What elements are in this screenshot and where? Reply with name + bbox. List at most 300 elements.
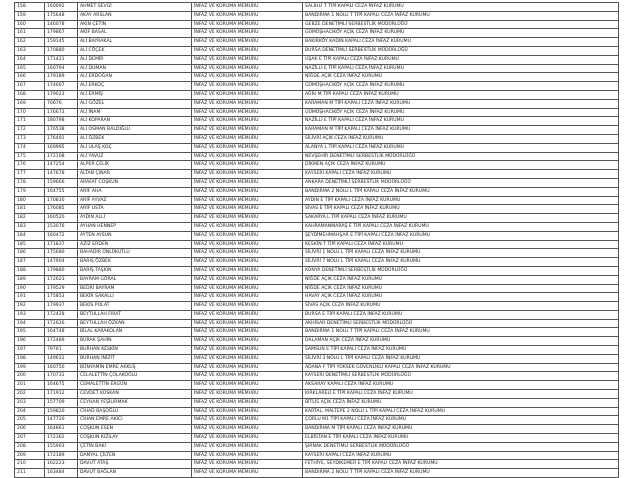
job-title-cell: İNFAZ VE KORUMA MEMURU [192, 231, 303, 240]
sicil-number-cell: 175648 [45, 11, 78, 20]
table-row [15, 310, 619, 319]
person-name-cell: ALİ İNAM [78, 108, 192, 117]
sicil-number-cell: 172626 [45, 319, 78, 328]
person-name-cell: BARIŞ TAŞKIN [78, 266, 192, 275]
row-number-cell: 209 [15, 451, 45, 460]
sicil-number-cell: 180798 [45, 117, 78, 126]
institution-cell: AKHİSAR DENETİMLİ SERBESTLİK MÜDÜRLÜĞÜ [303, 319, 619, 328]
job-title-cell: İNFAZ VE KORUMA MEMURU [192, 143, 303, 152]
table-row [15, 117, 619, 126]
sicil-number-cell: 163484 [45, 469, 78, 478]
job-title-cell: İNFAZ VE KORUMA MEMURU [192, 29, 303, 38]
person-name-cell: ALİ ERDOĞAN [78, 73, 192, 82]
institution-cell: BAKIRKÖY KADIN KAPALI CEZA İNFAZ KURUMU [303, 38, 619, 47]
institution-cell: KARAMAN M TİPİ KAPALI CEZA İNFAZ KURUMU [303, 126, 619, 135]
row-number-cell: 205 [15, 416, 45, 425]
sicil-number-cell: 149631 [45, 354, 78, 363]
person-name-cell: ARİF USTA [78, 205, 192, 214]
person-name-cell: BEKİS POLAT [78, 302, 192, 311]
institution-cell: NAZİLLİ E TİPİ KAPALI CEZA İNFAZ KURUMU [303, 64, 619, 73]
table-row [15, 249, 619, 258]
sicil-number-cell: 147904 [45, 258, 78, 267]
table-row [15, 178, 619, 187]
institution-cell: BURSA E TİPİ KAPALI CEZA İNFAZ KURUMU [303, 310, 619, 319]
table-row [15, 214, 619, 223]
sicil-number-cell: 79761 [45, 346, 78, 355]
table-row [15, 258, 619, 267]
job-title-cell: İNFAZ VE KORUMA MEMURU [192, 284, 303, 293]
table-row [15, 266, 619, 275]
job-title-cell: İNFAZ VE KORUMA MEMURU [192, 99, 303, 108]
job-title-cell: İNFAZ VE KORUMA MEMURU [192, 240, 303, 249]
row-number-cell: 173 [15, 134, 45, 143]
sicil-number-cell: 159820 [45, 407, 78, 416]
job-title-cell: İNFAZ VE KORUMA MEMURU [192, 258, 303, 267]
institution-cell: SAKARYA L TİPİ KAPALI CEZA İNFAZ KURUMU [303, 214, 619, 223]
job-title-cell: İNFAZ VE KORUMA MEMURU [192, 451, 303, 460]
sicil-number-cell: 147720 [45, 416, 78, 425]
table-row [15, 460, 619, 469]
table-row [15, 143, 619, 152]
row-number-cell: 164 [15, 55, 45, 64]
table-row [15, 3, 619, 12]
row-number-cell: 191 [15, 293, 45, 302]
person-name-cell: AKIN ÇETİN [78, 20, 192, 29]
person-name-cell: BEYTULLAH FIRAT [78, 310, 192, 319]
table-row [15, 451, 619, 460]
institution-cell: KAYSERİ KAPALI CEZA İNFAZ KURUMU [303, 451, 619, 460]
person-name-cell: AYTEN AYSUN [78, 231, 192, 240]
table-row [15, 302, 619, 311]
row-number-cell: 181 [15, 205, 45, 214]
sicil-number-cell: 160472 [45, 231, 78, 240]
person-name-cell: BEYTULLAH ÖZKAN [78, 319, 192, 328]
row-number-cell: 188 [15, 266, 45, 275]
job-title-cell: İNFAZ VE KORUMA MEMURU [192, 64, 303, 73]
table-body [15, 3, 619, 478]
row-number-cell: 186 [15, 249, 45, 258]
person-name-cell: AYDIN ALLİ [78, 214, 192, 223]
person-name-cell: AKAY ARSLAN [78, 11, 192, 20]
job-title-cell: İNFAZ VE KORUMA MEMURU [192, 196, 303, 205]
person-name-cell: ALİ ÖZBEK [78, 134, 192, 143]
table-row [15, 390, 619, 399]
job-title-cell: İNFAZ VE KORUMA MEMURU [192, 126, 303, 135]
table-row [15, 46, 619, 55]
row-number-cell: 197 [15, 346, 45, 355]
sicil-number-cell: 170731 [45, 372, 78, 381]
person-name-cell: CİHAD BAŞOĞLU [78, 407, 192, 416]
table-row [15, 319, 619, 328]
institution-cell: DALAMAN AÇIK CEZA İNFAZ KURUMU [303, 337, 619, 346]
table-row [15, 222, 619, 231]
job-title-cell: İNFAZ VE KORUMA MEMURU [192, 354, 303, 363]
person-name-cell: BÜNYAMİN EMRE AKKUŞ [78, 363, 192, 372]
institution-cell: KIRKLARELİ E TİPİ KAPALI CEZA İNFAZ KURUMU [303, 390, 619, 399]
job-title-cell: İNFAZ VE KORUMA MEMURU [192, 346, 303, 355]
table-row [15, 328, 619, 337]
institution-cell: BANDIRMA 2 NOLU L TİPİ KAPALI CEZA İNFAZ KURUMU [303, 187, 619, 196]
job-title-cell: İNFAZ VE KORUMA MEMURU [192, 222, 303, 231]
sicil-number-cell: 176085 [45, 205, 78, 214]
table-row [15, 425, 619, 434]
job-title-cell: İNFAZ VE KORUMA MEMURU [192, 319, 303, 328]
job-title-cell: İNFAZ VE KORUMA MEMURU [192, 390, 303, 399]
job-title-cell: İNFAZ VE KORUMA MEMURU [192, 82, 303, 91]
job-title-cell: İNFAZ VE KORUMA MEMURU [192, 266, 303, 275]
table-row [15, 126, 619, 135]
table-row [15, 240, 619, 249]
sicil-number-cell: 175680 [45, 249, 78, 258]
sicil-number-cell: 172108 [45, 152, 78, 161]
person-name-cell: DAVUT ATAŞ [78, 460, 192, 469]
row-number-cell: 183 [15, 222, 45, 231]
institution-cell: AKSARAY KAPALI CEZA İNFAZ KURUMU [303, 381, 619, 390]
institution-cell: SİLİVRİ AÇIK CEZA İNFAZ KURUMU [303, 134, 619, 143]
sicil-number-cell: 172362 [45, 434, 78, 443]
person-name-cell: BİLAL KARAKOLAN [78, 328, 192, 337]
row-number-cell: 171 [15, 117, 45, 126]
job-title-cell: İNFAZ VE KORUMA MEMURU [192, 187, 303, 196]
person-name-cell: AZİZ ERDEN [78, 240, 192, 249]
row-number-cell: 193 [15, 310, 45, 319]
job-title-cell: İNFAZ VE KORUMA MEMURU [192, 3, 303, 12]
person-name-cell: ALİ DUMAN [78, 64, 192, 73]
institution-cell: NİĞDE AÇIK CEZA İNFAZ KURUMU [303, 275, 619, 284]
institution-cell: SİLİVRİ 7 NOLU L TİPİ KAPALI CEZA İNFAZ KURUMU [303, 258, 619, 267]
sicil-number-cell: 170880 [45, 46, 78, 55]
row-number-cell: 169 [15, 99, 45, 108]
table-row [15, 134, 619, 143]
institution-cell: SİVAS E TİPİ KAPALI CEZA İNFAZ KURUMU [303, 205, 619, 214]
table-row [15, 407, 619, 416]
sicil-number-cell: 179189 [45, 73, 78, 82]
job-title-cell: İNFAZ VE KORUMA MEMURU [192, 249, 303, 258]
sicil-number-cell: 155903 [45, 442, 78, 451]
institution-cell: ALANYA L TİPİ KAPALI CEZA İNFAZ KURUMU [303, 143, 619, 152]
table-row [15, 170, 619, 179]
sicil-number-cell: 153076 [45, 222, 78, 231]
job-title-cell: İNFAZ VE KORUMA MEMURU [192, 442, 303, 451]
institution-cell: SİLİVRİ 3 NOLU L TİPİ KAPALI CEZA İNFAZ KURUMU [303, 354, 619, 363]
institution-cell: BANDIRMA 1 NOLU T TİPİ KAPALI CEZA İNFAZ KURUMU [303, 328, 619, 337]
row-number-cell: 201 [15, 381, 45, 390]
table-row [15, 108, 619, 117]
sicil-number-cell: 164675 [45, 381, 78, 390]
institution-cell: SAMSUN E TİPİ KAPALI CEZA İNFAZ KURUMU [303, 346, 619, 355]
job-title-cell: İNFAZ VE KORUMA MEMURU [192, 460, 303, 469]
person-name-cell: ALİ ERKOÇ [78, 82, 192, 91]
row-number-cell: 203 [15, 398, 45, 407]
row-number-cell: 178 [15, 178, 45, 187]
person-name-cell: BEDRİ BAYRAM [78, 284, 192, 293]
sicil-number-cell: 169995 [45, 143, 78, 152]
person-name-cell: BAYRAM GÖRAL [78, 275, 192, 284]
person-name-cell: BURHAN KESKİN [78, 346, 192, 355]
job-title-cell: İNFAZ VE KORUMA MEMURU [192, 161, 303, 170]
institution-cell: GEBZE DENETİMLİ SERBESTLİK MÜDÜRLÜĞÜ [303, 20, 619, 29]
person-name-cell: BARIŞ ÖZBEK [78, 258, 192, 267]
table-row [15, 73, 619, 82]
job-title-cell: İNFAZ VE KORUMA MEMURU [192, 425, 303, 434]
person-name-cell: ALİ DEMİR [78, 55, 192, 64]
row-number-cell: 185 [15, 240, 45, 249]
person-name-cell: CEMALETTİN ERGÜN [78, 381, 192, 390]
row-number-cell: 195 [15, 328, 45, 337]
person-name-cell: ALİ ERMİŞ [78, 90, 192, 99]
person-name-cell: ALTAN ÇINAR [78, 170, 192, 179]
sicil-number-cell: 179867 [45, 29, 78, 38]
job-title-cell: İNFAZ VE KORUMA MEMURU [192, 170, 303, 179]
person-name-cell: BURHAN İNİZİT [78, 354, 192, 363]
job-title-cell: İNFAZ VE KORUMA MEMURU [192, 205, 303, 214]
row-number-cell: 180 [15, 196, 45, 205]
sicil-number-cell: 157709 [45, 398, 78, 407]
job-title-cell: İNFAZ VE KORUMA MEMURU [192, 152, 303, 161]
row-number-cell: 190 [15, 284, 45, 293]
row-number-cell: 176 [15, 161, 45, 170]
row-number-cell: 168 [15, 90, 45, 99]
institution-cell: NİĞDE AÇIK CEZA İNFAZ KURUMU [303, 284, 619, 293]
institution-cell: AĞRI M TİPİ KAPALI CEZA İNFAZ KURUMU [303, 90, 619, 99]
row-number-cell: 174 [15, 143, 45, 152]
row-number-cell: 182 [15, 214, 45, 223]
row-number-cell: 167 [15, 82, 45, 91]
table-row [15, 354, 619, 363]
row-number-cell: 211 [15, 469, 45, 478]
job-title-cell: İNFAZ VE KORUMA MEMURU [192, 416, 303, 425]
job-title-cell: İNFAZ VE KORUMA MEMURU [192, 134, 303, 143]
row-number-cell: 175 [15, 152, 45, 161]
institution-cell: SALİHLİ T TİPİ KAPALI CEZA İNFAZ KURUMU [303, 3, 619, 12]
job-title-cell: İNFAZ VE KORUMA MEMURU [192, 302, 303, 311]
table-row [15, 64, 619, 73]
sicil-number-cell: 170830 [45, 196, 78, 205]
sicil-number-cell: 146078 [45, 20, 78, 29]
job-title-cell: İNFAZ VE KORUMA MEMURU [192, 328, 303, 337]
row-number-cell: 160 [15, 20, 45, 29]
institution-cell: DİKMEN AÇIK CEZA İNFAZ KURUMU [303, 161, 619, 170]
institution-cell: BANDIRMA 1 NOLU T TİPİ KAPALI CEZA İNFAZ KURUMU [303, 11, 619, 20]
table-row [15, 398, 619, 407]
table-row [15, 29, 619, 38]
table-row [15, 90, 619, 99]
person-name-cell: AHMET SEVGİ [78, 3, 192, 12]
row-number-cell: 192 [15, 302, 45, 311]
personnel-table [14, 2, 619, 478]
row-number-cell: 159 [15, 11, 45, 20]
sicil-number-cell: 70676 [45, 99, 78, 108]
person-name-cell: CELALETTİN ÇOLAKOĞLU [78, 372, 192, 381]
institution-cell: BANDIRMA M TİPİ KAPALI CEZA İNFAZ KURUMU [303, 425, 619, 434]
sicil-number-cell: 160794 [45, 64, 78, 73]
table-row [15, 434, 619, 443]
sicil-number-cell: 159145 [45, 38, 78, 47]
table-row [15, 82, 619, 91]
sicil-number-cell: 164755 [45, 187, 78, 196]
person-name-cell: ARİF AYVAZ [78, 196, 192, 205]
job-title-cell: İNFAZ VE KORUMA MEMURU [192, 381, 303, 390]
person-name-cell: BEKİR SAKALLI [78, 293, 192, 302]
institution-cell: BİTLİS AÇIK CEZA İNFAZ KURUMU [303, 398, 619, 407]
person-name-cell: ÇETİN BAKİ [78, 442, 192, 451]
row-number-cell: 163 [15, 46, 45, 55]
row-number-cell: 161 [15, 29, 45, 38]
sicil-number-cell: 171421 [45, 55, 78, 64]
personnel-list-page [14, 2, 618, 478]
institution-cell: BURSA DENETİMLİ SERBESTLİK MÜDÜRLÜĞÜ [303, 46, 619, 55]
person-name-cell: ALİ ULAŞ KOÇ [78, 143, 192, 152]
institution-cell: HAVAY AÇIK CEZA İNFAZ KURUMU [303, 293, 619, 302]
job-title-cell: İNFAZ VE KORUMA MEMURU [192, 38, 303, 47]
row-number-cell: 196 [15, 337, 45, 346]
institution-cell: KONYA DENETİMLİ SERBESTLİK MÜDÜRLÜĞÜ [303, 266, 619, 275]
job-title-cell: İNFAZ VE KORUMA MEMURU [192, 310, 303, 319]
job-title-cell: İNFAZ VE KORUMA MEMURU [192, 178, 303, 187]
person-name-cell: ALİ GÖZEL [78, 99, 192, 108]
row-number-cell: 179 [15, 187, 45, 196]
row-number-cell: 207 [15, 434, 45, 443]
person-name-cell: ALİ KOPARAN [78, 117, 192, 126]
institution-cell: SİLİVRİ 1 NOLU L TİPİ KAPALI CEZA İNFAZ KURUMU [303, 249, 619, 258]
sicil-number-cell: 160750 [45, 363, 78, 372]
sicil-number-cell: 171837 [45, 240, 78, 249]
row-number-cell: 210 [15, 460, 45, 469]
sicil-number-cell: 175853 [45, 293, 78, 302]
person-name-cell: ALİ YAVUZ [78, 152, 192, 161]
person-name-cell: CEYHAN YEŞİLIRMAK [78, 398, 192, 407]
sicil-number-cell: 162223 [45, 460, 78, 469]
institution-cell: ELBİSTAN E TİPİ KAPALI CEZA İNFAZ KURUMU [303, 434, 619, 443]
institution-cell: NAZİLLİ E TİPİ KAPALI CEZA İNFAZ KURUMU [303, 117, 619, 126]
table-row [15, 231, 619, 240]
person-name-cell: BURAK ŞAHİN [78, 337, 192, 346]
table-row [15, 469, 619, 478]
person-name-cell: ALPER ÇELİK [78, 161, 192, 170]
row-number-cell: 187 [15, 258, 45, 267]
person-name-cell: DANYAL ÇİLTEN [78, 451, 192, 460]
sicil-number-cell: 172623 [45, 275, 78, 284]
row-number-cell: 189 [15, 275, 45, 284]
institution-cell: GÜMÜŞHACIKÖY AÇIK CEZA İNFAZ KURUMU [303, 29, 619, 38]
sicil-number-cell: 172489 [45, 337, 78, 346]
person-name-cell: CİHAN EMRE AKICI [78, 416, 192, 425]
row-number-cell: 172 [15, 126, 45, 135]
row-number-cell: 198 [15, 354, 45, 363]
institution-cell: NEVŞEHİR DENETİMLİ SERBESTLİK MÜDÜRLÜĞÜ [303, 152, 619, 161]
table-row [15, 442, 619, 451]
job-title-cell: İNFAZ VE KORUMA MEMURU [192, 46, 303, 55]
table-row [15, 293, 619, 302]
sicil-number-cell: 176538 [45, 126, 78, 135]
row-number-cell: 199 [15, 363, 45, 372]
person-name-cell: ARAFAT COŞKUN [78, 178, 192, 187]
institution-cell: AYDIN E TİPİ KAPALI CEZA İNFAZ KURUMU [303, 196, 619, 205]
row-number-cell: 177 [15, 170, 45, 179]
person-name-cell: ARİF AHA [78, 187, 192, 196]
job-title-cell: İNFAZ VE KORUMA MEMURU [192, 117, 303, 126]
job-title-cell: İNFAZ VE KORUMA MEMURU [192, 372, 303, 381]
row-number-cell: 158 [15, 3, 45, 12]
job-title-cell: İNFAZ VE KORUMA MEMURU [192, 11, 303, 20]
job-title-cell: İNFAZ VE KORUMA MEMURU [192, 90, 303, 99]
row-number-cell: 204 [15, 407, 45, 416]
person-name-cell: BAHADIR ÜNLÜKUTLU [78, 249, 192, 258]
institution-cell: ŞIRNAK DENETİMLİ SERBESTLİK MÜDÜRLÜĞÜ [303, 442, 619, 451]
row-number-cell: 194 [15, 319, 45, 328]
job-title-cell: İNFAZ VE KORUMA MEMURU [192, 337, 303, 346]
row-number-cell: 202 [15, 390, 45, 399]
sicil-number-cell: 179529 [45, 284, 78, 293]
person-name-cell: COŞKUN KIZILAY [78, 434, 192, 443]
table-row [15, 275, 619, 284]
row-number-cell: 162 [15, 38, 45, 47]
job-title-cell: İNFAZ VE KORUMA MEMURU [192, 363, 303, 372]
table-row [15, 416, 619, 425]
job-title-cell: İNFAZ VE KORUMA MEMURU [192, 275, 303, 284]
sicil-number-cell: 176673 [45, 108, 78, 117]
table-row [15, 20, 619, 29]
person-name-cell: ALİ CÖÇEK [78, 46, 192, 55]
sicil-number-cell: 179023 [45, 90, 78, 99]
row-number-cell: 165 [15, 64, 45, 73]
row-number-cell: 208 [15, 442, 45, 451]
job-title-cell: İNFAZ VE KORUMA MEMURU [192, 108, 303, 117]
table-row [15, 205, 619, 214]
sicil-number-cell: 179937 [45, 302, 78, 311]
institution-cell: BANDIRMA 2 NOLU T TİPİ KAPALI CEZA İNFAZ KURUMU [303, 469, 619, 478]
sicil-number-cell: 179880 [45, 266, 78, 275]
person-name-cell: DAVUT BAĞLAN [78, 469, 192, 478]
table-row [15, 196, 619, 205]
job-title-cell: İNFAZ VE KORUMA MEMURU [192, 407, 303, 416]
sicil-number-cell: 160092 [45, 3, 78, 12]
job-title-cell: İNFAZ VE KORUMA MEMURU [192, 73, 303, 82]
job-title-cell: İNFAZ VE KORUMA MEMURU [192, 293, 303, 302]
table-row [15, 187, 619, 196]
institution-cell: KAYSERİ DENETİMLİ SERBESTLİK MÜDÜRLÜĞÜ [303, 372, 619, 381]
table-row [15, 38, 619, 47]
sicil-number-cell: 172189 [45, 451, 78, 460]
sicil-number-cell: 174667 [45, 82, 78, 91]
table-row [15, 372, 619, 381]
person-name-cell: ALİ OSMAN BALDIĞLU [78, 126, 192, 135]
sicil-number-cell: 164861 [45, 425, 78, 434]
institution-cell: NİĞDE AÇIK CEZA İNFAZ KURUMU [303, 73, 619, 82]
sicil-number-cell: 147254 [45, 161, 78, 170]
table-row [15, 346, 619, 355]
sicil-number-cell: 171912 [45, 390, 78, 399]
row-number-cell: 184 [15, 231, 45, 240]
institution-cell: SİVAS AÇIK CEZA İNFAZ KURUMU [303, 302, 619, 311]
table-row [15, 152, 619, 161]
sicil-number-cell: 159666 [45, 178, 78, 187]
person-name-cell: ALİ BAYRAKAL [78, 38, 192, 47]
person-name-cell: COŞKUN ESEN [78, 425, 192, 434]
table-row [15, 381, 619, 390]
job-title-cell: İNFAZ VE KORUMA MEMURU [192, 469, 303, 478]
institution-cell: FETHİYE, SEYDİKEMER E TİPİ KAPALI CEZA İNFAZ KURUMU [303, 460, 619, 469]
row-number-cell: 166 [15, 73, 45, 82]
table-row [15, 337, 619, 346]
job-title-cell: İNFAZ VE KORUMA MEMURU [192, 398, 303, 407]
institution-cell: KARTAL, MALTEPE 2 NOLU L TİPİ KAPALI CEZA İNFAZ KURUMU [303, 407, 619, 416]
person-name-cell: AKİF BASAL [78, 29, 192, 38]
institution-cell: ŞEYDİMEHMAHŞAR E TİPİ KAPALI CEZA İNFAZ KURUMU [303, 231, 619, 240]
job-title-cell: İNFAZ VE KORUMA MEMURU [192, 20, 303, 29]
row-number-cell: 170 [15, 108, 45, 117]
table-row [15, 284, 619, 293]
